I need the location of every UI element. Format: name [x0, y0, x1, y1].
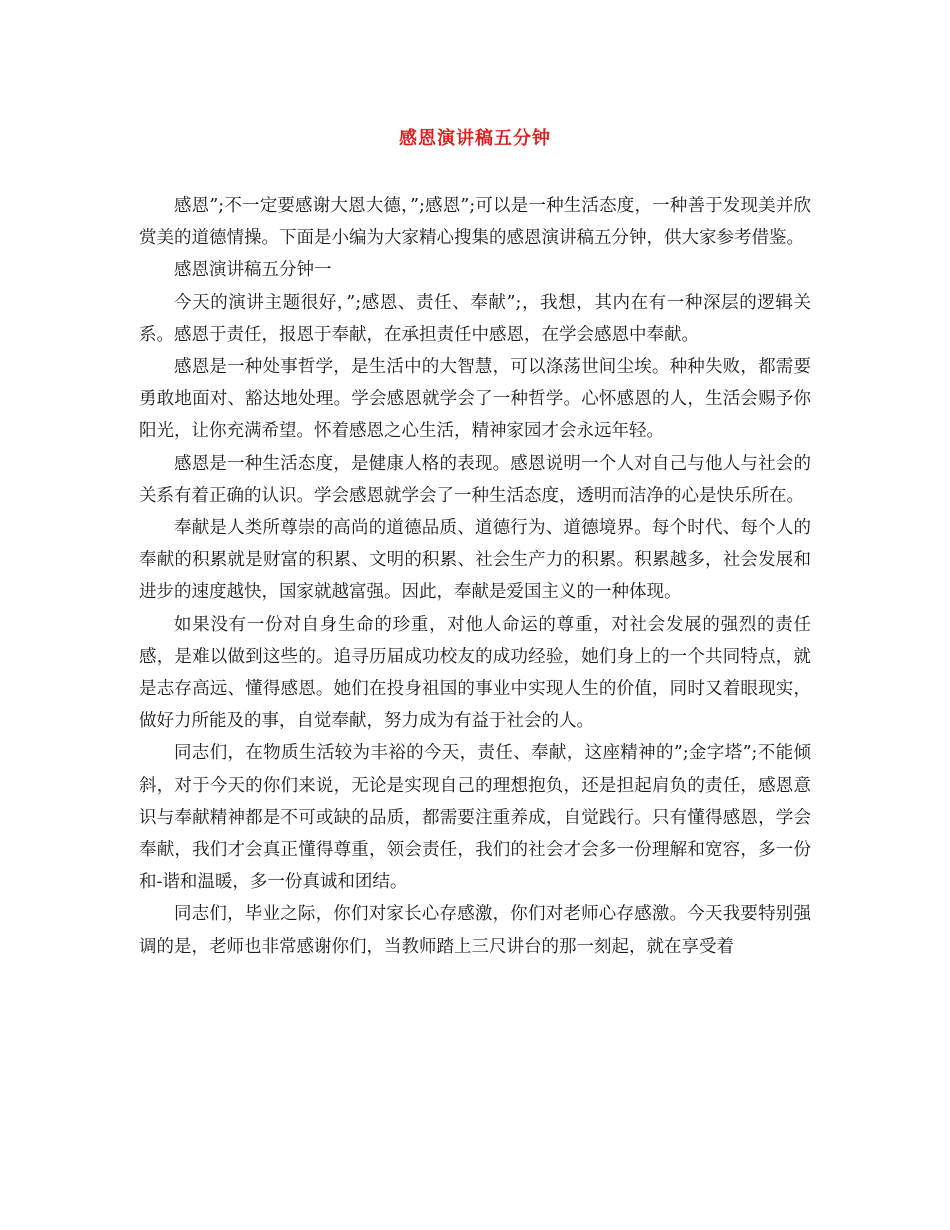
intro-paragraph: 感恩”;不一定要感谢大恩大德，”;感恩”;可以是一种生活态度，一种善于发现美并欣赏美的道德情操。下面是小编为大家精心搜集的感恩演讲稿五分钟，供大家参考借鉴。: [139, 196, 811, 249]
body-paragraph: 同志们，在物质生活较为丰裕的今天，责任、奉献，这座精神的”;金字塔”;不能倾斜，对于今天的你们来说，无论是实现自己的理想抱负，还是担起肩负的责任，感恩意识与奉献精神都是不可或缺的品质，都需要注重养成，自觉践行。只有懂得感恩，学会奉献，我们才会真正懂得尊重，领会责任，我们的社会才会多一份理解和宽容，多一份和-谐和温暖，多一份真诚和团结。: [139, 743, 811, 893]
document-title: 感恩演讲稿五分钟: [399, 128, 551, 149]
body-paragraph: 如果没有一份对自身生命的珍重，对他人命运的尊重，对社会发展的强烈的责任感，是难以做到这些的。追寻历届成功校友的成功经验，她们身上的一个共同特点，就是志存高远、懂得感恩。她们在投身祖国的事业中实现人生的价值，同时又着眼现实，做好力所能及的事，自觉奉献，努力成为有益于社会的人。: [139, 614, 811, 732]
body-paragraph: 感恩是一种处事哲学，是生活中的大智慧，可以涤荡世间尘埃。种种失败，都需要勇敢地面对、豁达地处理。学会感恩就学会了一种哲学。心怀感恩的人，生活会赐予你阳光，让你充满希望。怀着感恩之心生活，精神家园才会永远年轻。: [139, 357, 811, 442]
body-paragraph: 感恩是一种生活态度，是健康人格的表现。感恩说明一个人对自己与他人与社会的关系有着正确的认识。学会感恩就学会了一种生活态度，透明而洁净的心是快乐所在。: [139, 453, 811, 506]
body-paragraph: 今天的演讲主题很好，”;感恩、责任、奉献”;，我想，其内在有一种深层的逻辑关系。感恩于责任，报恩于奉献，在承担责任中感恩，在学会感恩中奉献。: [139, 292, 811, 345]
body-paragraph: 同志们，毕业之际，你们对家长心存感激，你们对老师心存感激。今天我要特别强调的是，老师也非常感谢你们，当教师踏上三尺讲台的那一刻起，就在享受着: [139, 904, 811, 957]
document-body: [139, 190, 811, 963]
section-heading: 感恩演讲稿五分钟一: [174, 260, 332, 281]
body-paragraph: 奉献是人类所尊崇的高尚的道德品质、道德行为、道德境界。每个时代、每个人的奉献的积累就是财富的积累、文明的积累、社会生产力的积累。积累越多，社会发展和进步的速度越快，国家就越富强。因此，奉献是爱国主义的一种体现。: [139, 518, 811, 603]
